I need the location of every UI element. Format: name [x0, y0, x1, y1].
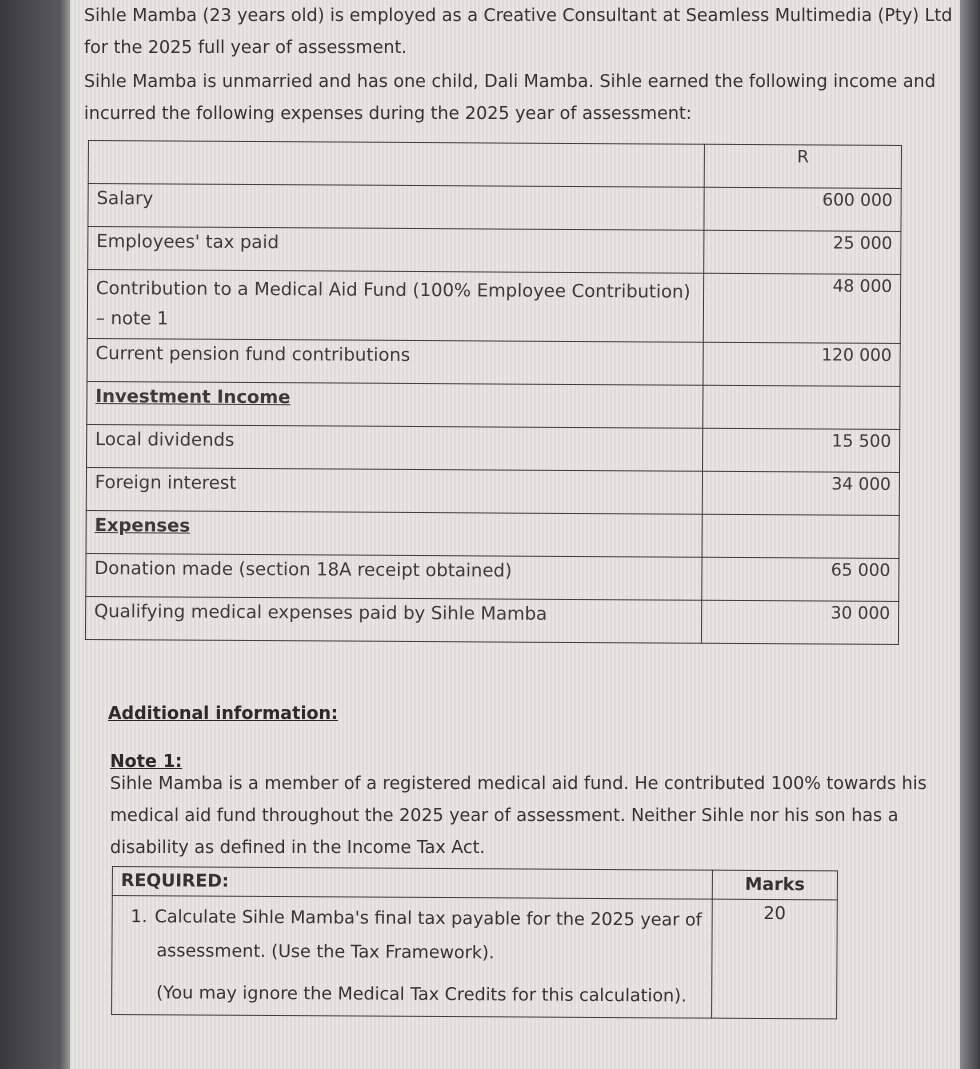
question-cell	[112, 896, 713, 1019]
row-amount-pension: 120 000	[703, 342, 900, 386]
blank-cell	[702, 514, 899, 558]
row-label-salary: Salary	[88, 184, 704, 231]
additional-info-heading: Additional information:	[108, 704, 338, 724]
blank-cell	[703, 385, 900, 429]
currency-header: R	[704, 144, 901, 188]
row-label-local-dividends: Local dividends	[86, 424, 702, 471]
row-amount-local-dividends: 15 500	[702, 428, 899, 472]
note-1-text: Sihle Mamba is a member of a registered medical aid fund. He contributed 100% towards his medical aid fund throughout the 2025 year of assessment. Neither Sihle nor his son has a disability as defined in the Income Tax Act.	[110, 774, 927, 858]
row-label-medical-aid: Contribution to a Medical Aid Fund (100% Employee Contribution) – note 1	[87, 270, 703, 343]
section-investment-income: Investment Income	[87, 381, 703, 428]
row-label-donation: Donation made (section 18A receipt obtained)	[86, 553, 702, 600]
row-label-pension: Current pension fund contributions	[87, 338, 703, 385]
row-label-employees-tax: Employees' tax paid	[88, 227, 704, 274]
row-amount-salary: 600 000	[704, 187, 901, 231]
row-label-foreign-interest: Foreign interest	[86, 467, 702, 514]
intro-paragraph-2: Sihle Mamba is unmarried and has one child, Dali Mamba. Sihle earned the following income and incurred the following expenses during the 2025 year of assessment:	[84, 72, 936, 124]
question-hint: (You may ignore the Medical Tax Credits for this calculation).	[156, 983, 687, 1007]
row-amount-donation: 65 000	[702, 557, 899, 601]
row-amount-medical-expenses: 30 000	[701, 600, 898, 644]
row-label-medical-expenses: Qualifying medical expenses paid by Sihle Mamba	[85, 596, 701, 643]
question-marks: 20	[712, 899, 838, 1019]
note-1-heading: Note 1:	[110, 752, 183, 772]
row-amount-medical-aid: 48 000	[703, 273, 900, 343]
required-heading	[112, 867, 712, 900]
intro-paragraph-1: Sihle Mamba (23 years old) is employed as a Creative Consultant at Seamless Multimedia (Pty) Ltd for the 2025 full year of assessment.	[84, 6, 953, 58]
question-number: 1.	[130, 907, 148, 928]
section-expenses: Expenses	[86, 510, 702, 557]
row-amount-employees-tax: 25 000	[704, 230, 901, 274]
row-amount-foreign-interest: 34 000	[702, 471, 899, 515]
required-label: REQUIRED:	[120, 871, 229, 892]
question-text: Calculate Sihle Mamba's final tax payable for the 2025 year of assessment. (Use the Tax Framework).	[154, 907, 702, 964]
required-table	[111, 866, 838, 1019]
table-header-blank	[88, 141, 704, 188]
income-expense-table	[85, 140, 902, 645]
marks-header: Marks	[712, 870, 837, 900]
